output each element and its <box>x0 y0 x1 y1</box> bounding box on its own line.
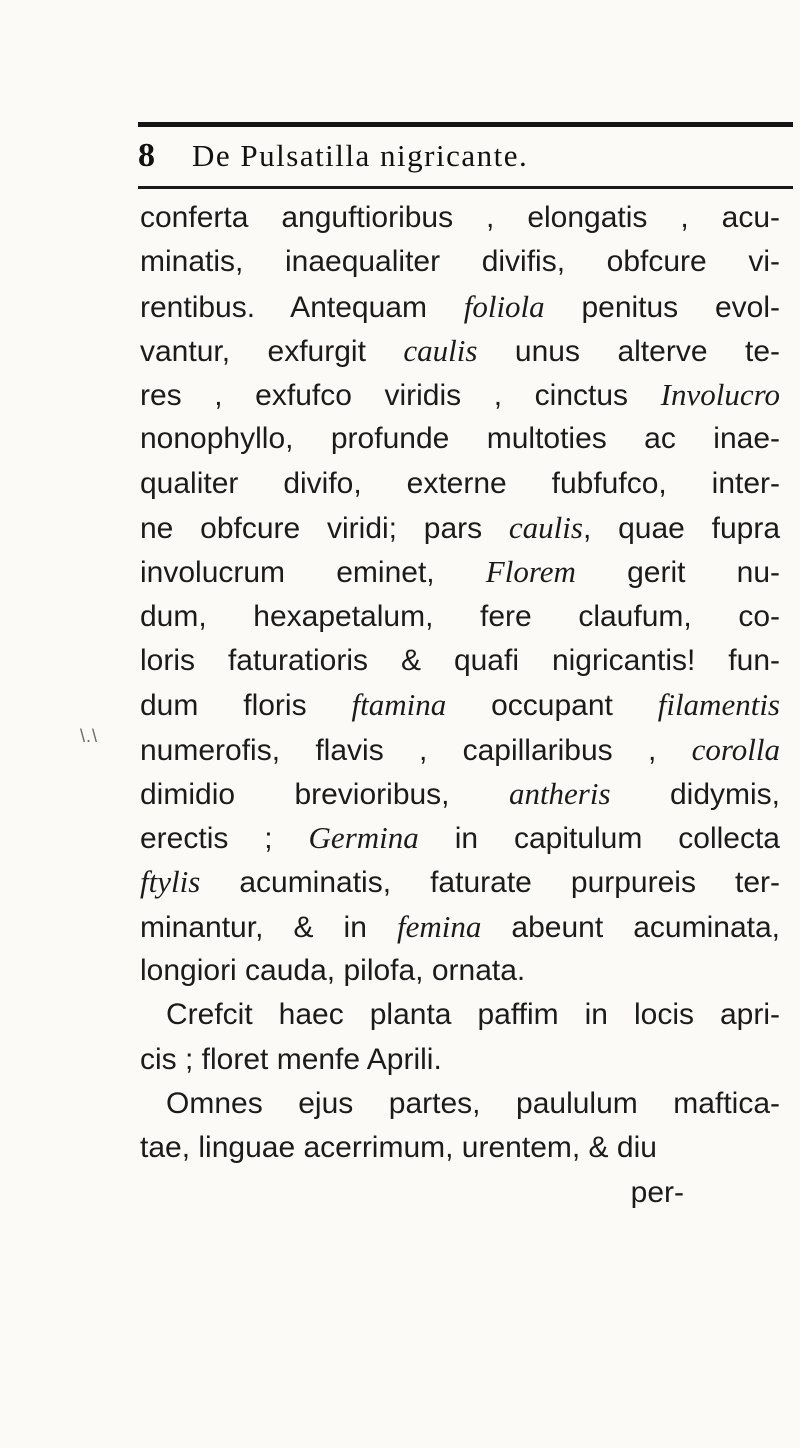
text-line: ftylis acuminatis, faturate purpureis ter- <box>140 864 780 900</box>
text-line: per- <box>630 1175 684 1209</box>
text-line: involucrum eminet, Florem gerit nu- <box>140 554 780 590</box>
text-line: conferta anguftioribus , elongatis , acu- <box>140 201 780 234</box>
text-line: vantur, exfurgit caulis unus alterve te- <box>140 332 780 368</box>
text-line: dum floris ftamina occupant filamentis <box>140 687 780 723</box>
page-number: 8 <box>138 137 155 174</box>
text-line: rentibus. Antequam foliola penitus evol- <box>140 288 780 324</box>
italic-term: caulis <box>403 332 478 368</box>
margin-mark: \.\ <box>80 726 99 746</box>
italic-term: Involucro <box>660 377 780 413</box>
header-rule-bottom <box>138 186 793 189</box>
text-line: qualiter divifo, externe fubfufco, inter- <box>140 466 780 500</box>
italic-term: femina <box>396 908 482 944</box>
italic-term: corolla <box>691 731 780 767</box>
italic-term: Florem <box>485 554 576 590</box>
italic-term: antheris <box>508 775 611 811</box>
text-line: longiori cauda, pilofa, ornata. <box>140 954 526 988</box>
text-line: minantur, & in femina abeunt acuminata, <box>140 908 780 944</box>
text-line: tae, linguae acerrimum, urentem, & diu <box>140 1131 657 1165</box>
italic-term: Germina <box>308 820 419 856</box>
text-line: Crefcit haec planta paffim in locis apri- <box>166 998 780 1032</box>
text-line: minatis, inaequaliter divifis, obfcure vi- <box>140 245 780 279</box>
header-rule-top <box>138 122 793 127</box>
text-line: res , exfufco viridis , cinctus Involucro <box>140 377 780 413</box>
italic-term: caulis <box>508 510 583 546</box>
text-line: erectis ; Germina in capitulum collecta <box>140 820 780 856</box>
italic-term: foliola <box>463 288 545 324</box>
text-line: cis ; floret menfe Aprili. <box>140 1042 442 1076</box>
text-line: numerofis, flavis , capillaribus , corolla <box>140 731 780 767</box>
body-text <box>140 196 780 1215</box>
italic-term: ftamina <box>351 687 447 723</box>
text-line: dum, hexapetalum, fere claufum, co- <box>140 599 780 633</box>
text-line: loris faturatioris & quafi nigricantis! fun- <box>140 643 780 677</box>
text-line: ne obfcure viridi; pars caulis, quae fupra <box>140 510 780 546</box>
text-line: Omnes ejus partes, paululum maftica- <box>166 1086 780 1120</box>
running-title: De Pulsatilla nigricante. <box>192 138 529 173</box>
italic-term: ftylis <box>140 864 201 900</box>
text-line: dimidio brevioribus, antheris didymis, <box>140 775 780 811</box>
text-line: nonophyllo, profunde multoties ac inae- <box>140 422 780 456</box>
italic-term: filamentis <box>657 687 780 723</box>
page-header <box>138 137 793 177</box>
